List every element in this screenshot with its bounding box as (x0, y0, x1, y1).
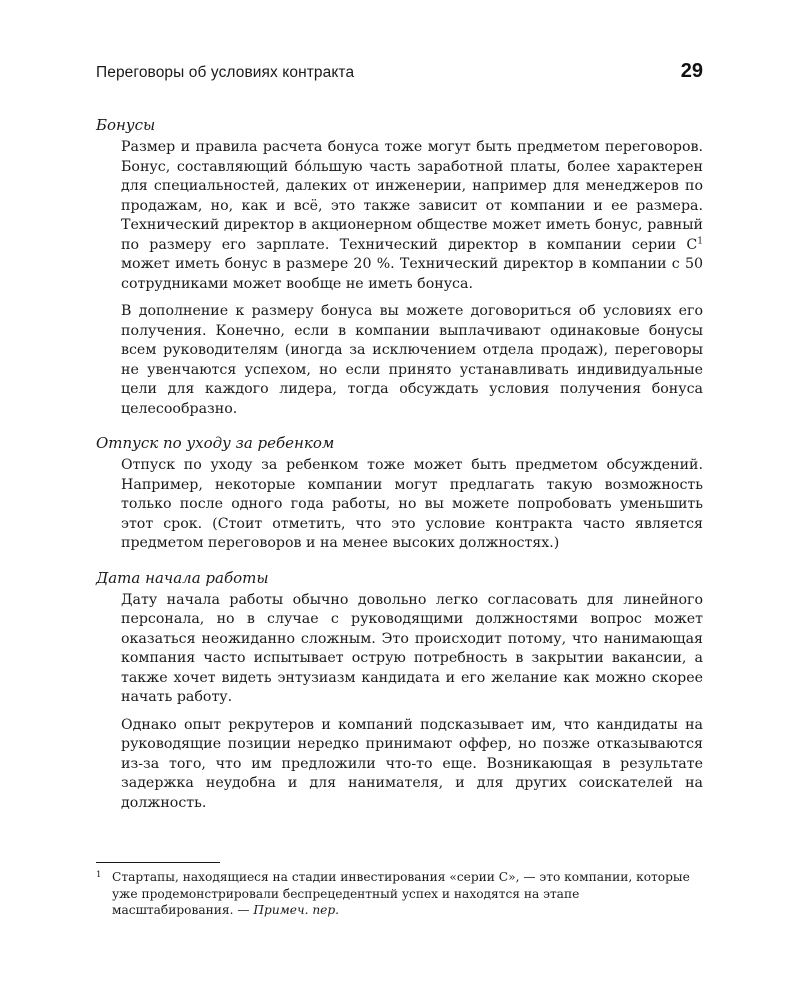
paragraph: Отпуск по уходу за ребенком тоже может быть предметом обсуждений. Например, некоторые компании могут предлагать такую возможность только после одного года работы, но вы можете попробовать уменьшить этот срок. (Стоит отметить, что это условие контракта часто является предметом переговоров и на менее высоких должностях.) (121, 457, 703, 551)
running-title: Переговоры об условиях контракта (96, 64, 355, 81)
footnote-marker: 1 (96, 870, 102, 880)
paragraph (121, 138, 703, 294)
paragraph: В дополнение к размеру бонуса вы можете договориться об условиях его получения. Конечно, если в компании выплачивают одинаковые бонусы всем руководителям (иногда за исключением отдела продаж), переговоры не увенчаются успехом, но если принято устанавливать индивидуальные цели для каждого лидера, тогда обсуждать условия получения бонуса целесообразно. (121, 303, 703, 417)
footnote-divider (96, 862, 220, 863)
footnote-area (96, 862, 703, 919)
book-page (96, 0, 703, 1000)
footnote-reference[interactable]: 1 (697, 235, 703, 246)
paragraph: Дату начала работы обычно довольно легко согласовать для линейного персонала, но в случае с руководящими должностями вопрос может оказаться неожиданно сложным. Это происходит потому, что нанимающая компания часто испытывает острую потребность в закрытии вакансии, а также хочет видеть энтузиазм кандидата и его желание как можно скорее начать работу. (121, 591, 703, 705)
body-text (96, 115, 703, 821)
section-heading-start-date: Дата начала работы (96, 568, 269, 587)
paragraph-text: может иметь бонус в размере 20 %. Технический директор в компании с 50 сотрудниками может вообще не иметь бонуса. (121, 256, 703, 292)
paragraph-text: Размер и правила расчета бонуса тоже могут быть предметом переговоров. Бонус, составляющий бóльшую часть заработной платы, более характерен для специальностей, далеких от инженерии, например для менеджеров по продажам, но, как и всё, это также зависит от компании и ее размера. Технический директор в акционерном обществе может иметь бонус, равный по размеру его зарплате. Технический директор в компании серии C (121, 139, 703, 253)
footnote-text: Стартапы, находящиеся на стадии инвестирования «серии C», — это компании, которые уже продемонстрировали беспрецедентный успех и находятся на этапе масштабирования. — (112, 870, 690, 917)
page-number: 29 (680, 60, 703, 82)
paragraph: Однако опыт рекрутеров и компаний подсказывает им, что кандидаты на руководящие позиции нередко принимают оффер, но позже отказываются из-за того, что им предложили что-то еще. Возникающая в результате задержка неудобна и для нанимателя, и для других соискателей на должность. (121, 716, 703, 811)
footnote-note-label: Примеч. пер. (253, 903, 340, 917)
footnote (96, 869, 703, 919)
section-heading-parental-leave: Отпуск по уходу за ребенком (96, 434, 335, 452)
section-heading-bonuses: Бонусы (96, 116, 156, 134)
running-head (96, 62, 703, 86)
